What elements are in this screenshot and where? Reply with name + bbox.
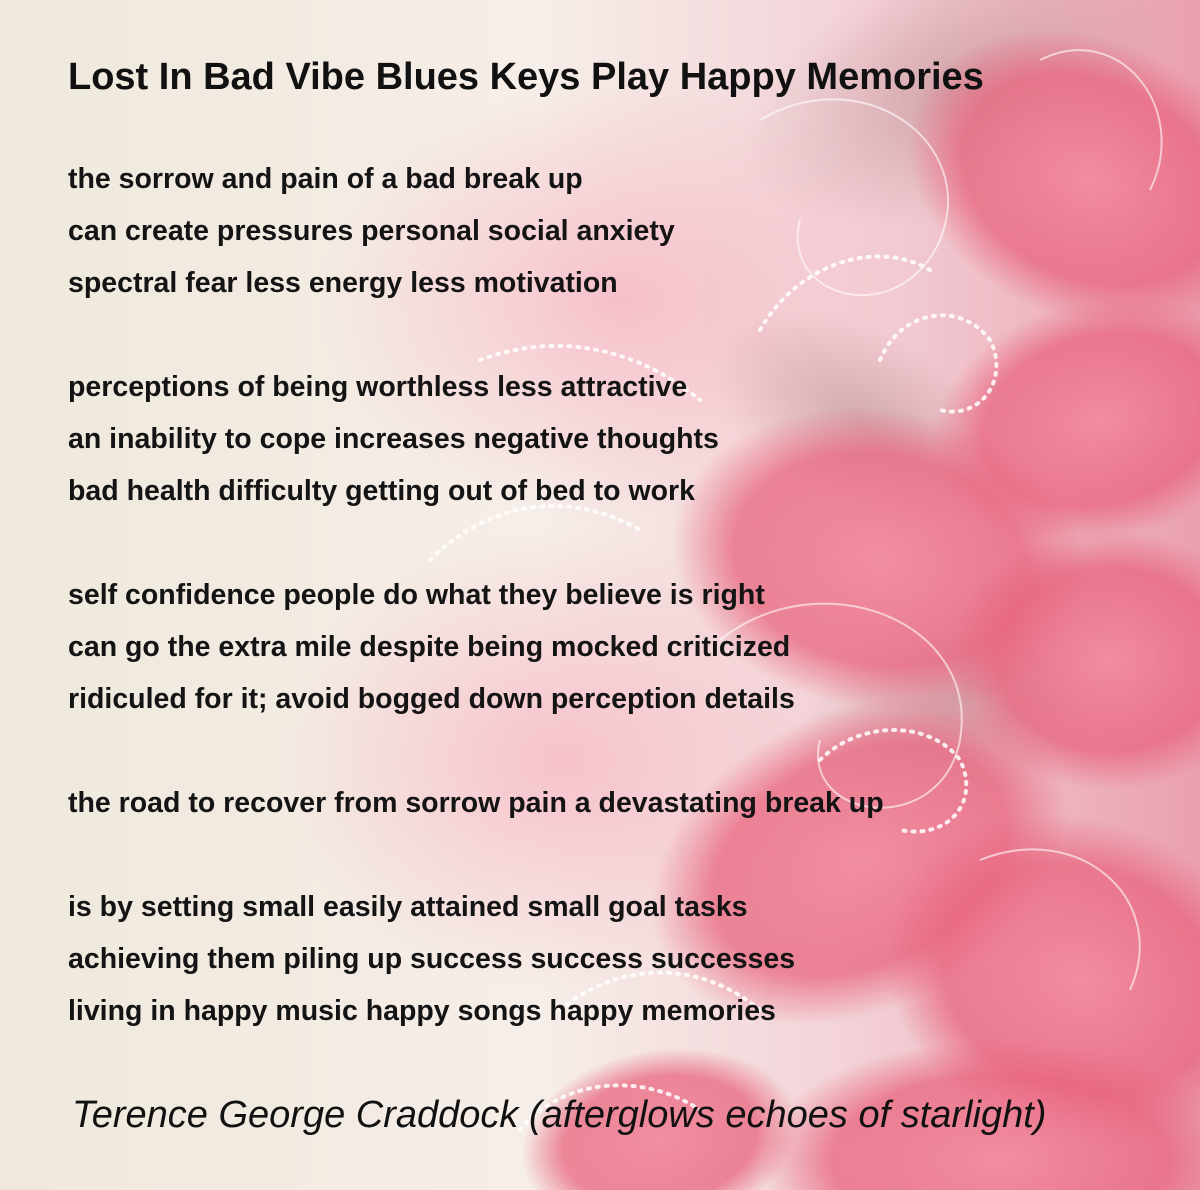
- poem-line: living in happy music happy songs happy memories: [68, 995, 776, 1027]
- poem-title: Lost In Bad Vibe Blues Keys Play Happy Memories: [68, 56, 984, 98]
- poem-line: bad health difficulty getting out of bed to work: [68, 475, 695, 507]
- poem-line: self confidence people do what they believe is right: [68, 579, 765, 611]
- poem-line: the sorrow and pain of a bad break up: [68, 163, 583, 195]
- poem-line: spectral fear less energy less motivation: [68, 267, 618, 299]
- stanza-4: [68, 777, 1168, 829]
- poem-line: perceptions of being worthless less attractive: [68, 371, 688, 403]
- stanza-1: [68, 153, 1168, 309]
- poem-author: Terence George Craddock (afterglows echoes of starlight): [72, 1094, 1047, 1136]
- stanza-2: [68, 361, 1168, 517]
- poem-line: ridiculed for it; avoid bogged down perception details: [68, 683, 795, 715]
- poem-line: is by setting small easily attained small goal tasks: [68, 891, 748, 923]
- poem-line: achieving them piling up success success successes: [68, 943, 796, 975]
- poem-line: can go the extra mile despite being mocked criticized: [68, 631, 791, 663]
- poem-line: can create pressures personal social anxiety: [68, 215, 675, 247]
- stanza-3: [68, 569, 1168, 725]
- poem-body: [68, 153, 1168, 1089]
- stanza-5: [68, 881, 1168, 1037]
- poem-line: the road to recover from sorrow pain a devastating break up: [68, 787, 884, 819]
- poem-line: an inability to cope increases negative thoughts: [68, 423, 719, 455]
